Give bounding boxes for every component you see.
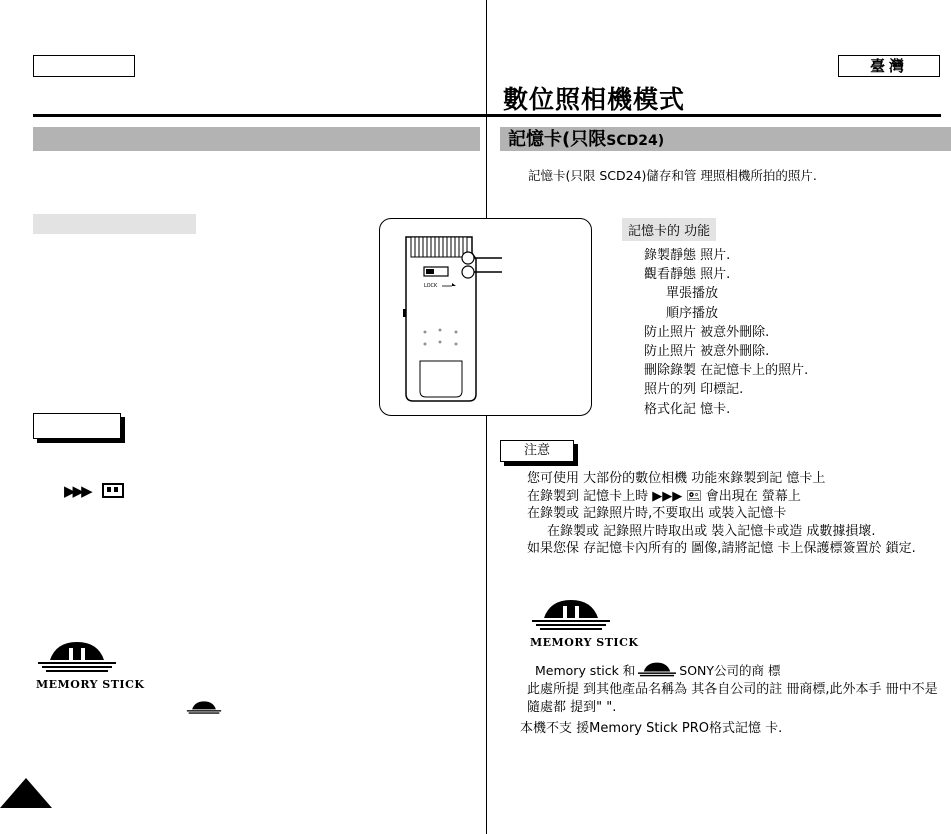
memory-stick-logo-icon <box>36 640 118 674</box>
function-item: 防止照片 被意外刪除. <box>644 344 770 360</box>
trademark-line-3: 本機不支 援Memory Stick PRO格式記憶 卡. <box>520 721 783 736</box>
trademark-line-2: 此處所提 到其他產品名稱為 其各自公司的註 冊商標,此外本手 冊中不是隨處都 提到" ". <box>527 682 938 715</box>
function-item: 單張播放 <box>666 286 719 302</box>
lock-label: LOCK <box>424 283 438 289</box>
header-rule <box>33 114 941 117</box>
note-item: 在錄製或 記錄照片時取出或 裝入記憶卡或造 成數據損壞. <box>547 523 876 539</box>
section-intro: 記憶卡(只限 SCD24)儲存和管 理照相機所拍的照片. <box>528 168 817 183</box>
memory-stick-mini-logo <box>637 661 677 679</box>
function-item: 防止照片 被意外刪除. <box>644 324 770 340</box>
memory-stick-logo-icon <box>530 598 612 632</box>
left-subsection-bar <box>33 214 196 234</box>
function-item: 錄製靜態 照片. <box>644 248 731 263</box>
memory-stick-logo-text: MEMORY STICK <box>36 678 145 691</box>
memory-stick-mini-logo-left <box>186 698 222 722</box>
card-icon <box>102 483 124 502</box>
functions-list <box>644 246 808 419</box>
language-badge: 臺灣 <box>838 55 940 77</box>
function-item: 順序播放 <box>666 305 719 321</box>
left-arrows: ▶▶▶ <box>64 482 90 500</box>
section-title-main: 記憶卡(只限 <box>508 129 607 150</box>
memory-stick-logo-right <box>530 598 638 649</box>
function-item: 照片的列 印標記. <box>644 382 744 398</box>
memory-card-figure <box>379 218 592 416</box>
memory-stick-logo-left <box>36 640 144 691</box>
note-item: 在錄製到 記憶卡上時 ▶▶▶ 🖭 會出現在 螢幕上 <box>527 488 801 504</box>
trademark-line-1b: SONY公司的商 標 <box>679 663 781 678</box>
note-item: 您可使用 大部份的數位相機 功能來錄製到記 憶卡上 <box>527 471 826 486</box>
function-item: 格式化記 憶卡. <box>644 401 731 417</box>
section-title-model: SCD24) <box>606 133 665 149</box>
notes-list <box>527 470 916 558</box>
page-title: 數位照相機模式 <box>503 85 686 114</box>
function-item: 刪除錄製 在記憶卡上的照片. <box>644 363 809 379</box>
memory-stick-illustration <box>380 219 591 415</box>
functions-label: 記憶卡的 功能 <box>622 218 716 241</box>
trademark-line-1a: Memory stick 和 <box>535 663 636 678</box>
function-item: 觀看靜態 照片. <box>644 267 731 283</box>
left-note-box <box>33 413 121 439</box>
language-badge-left <box>33 55 135 77</box>
notes-label: 注意 <box>500 440 574 462</box>
trademark-line-1 <box>535 661 781 679</box>
page-corner-triangle <box>0 778 52 808</box>
note-item: 在錄製或 記錄照片時,不要取出 或裝入記憶卡 <box>527 506 787 522</box>
section-title <box>508 128 664 153</box>
note-item: 如果您保 存記憶卡內所有的 圖像,請將記憶 卡上保護標簽置於 鎖定. <box>527 541 916 557</box>
left-section-bar <box>33 127 480 151</box>
memory-stick-logo-text: MEMORY STICK <box>530 636 639 649</box>
